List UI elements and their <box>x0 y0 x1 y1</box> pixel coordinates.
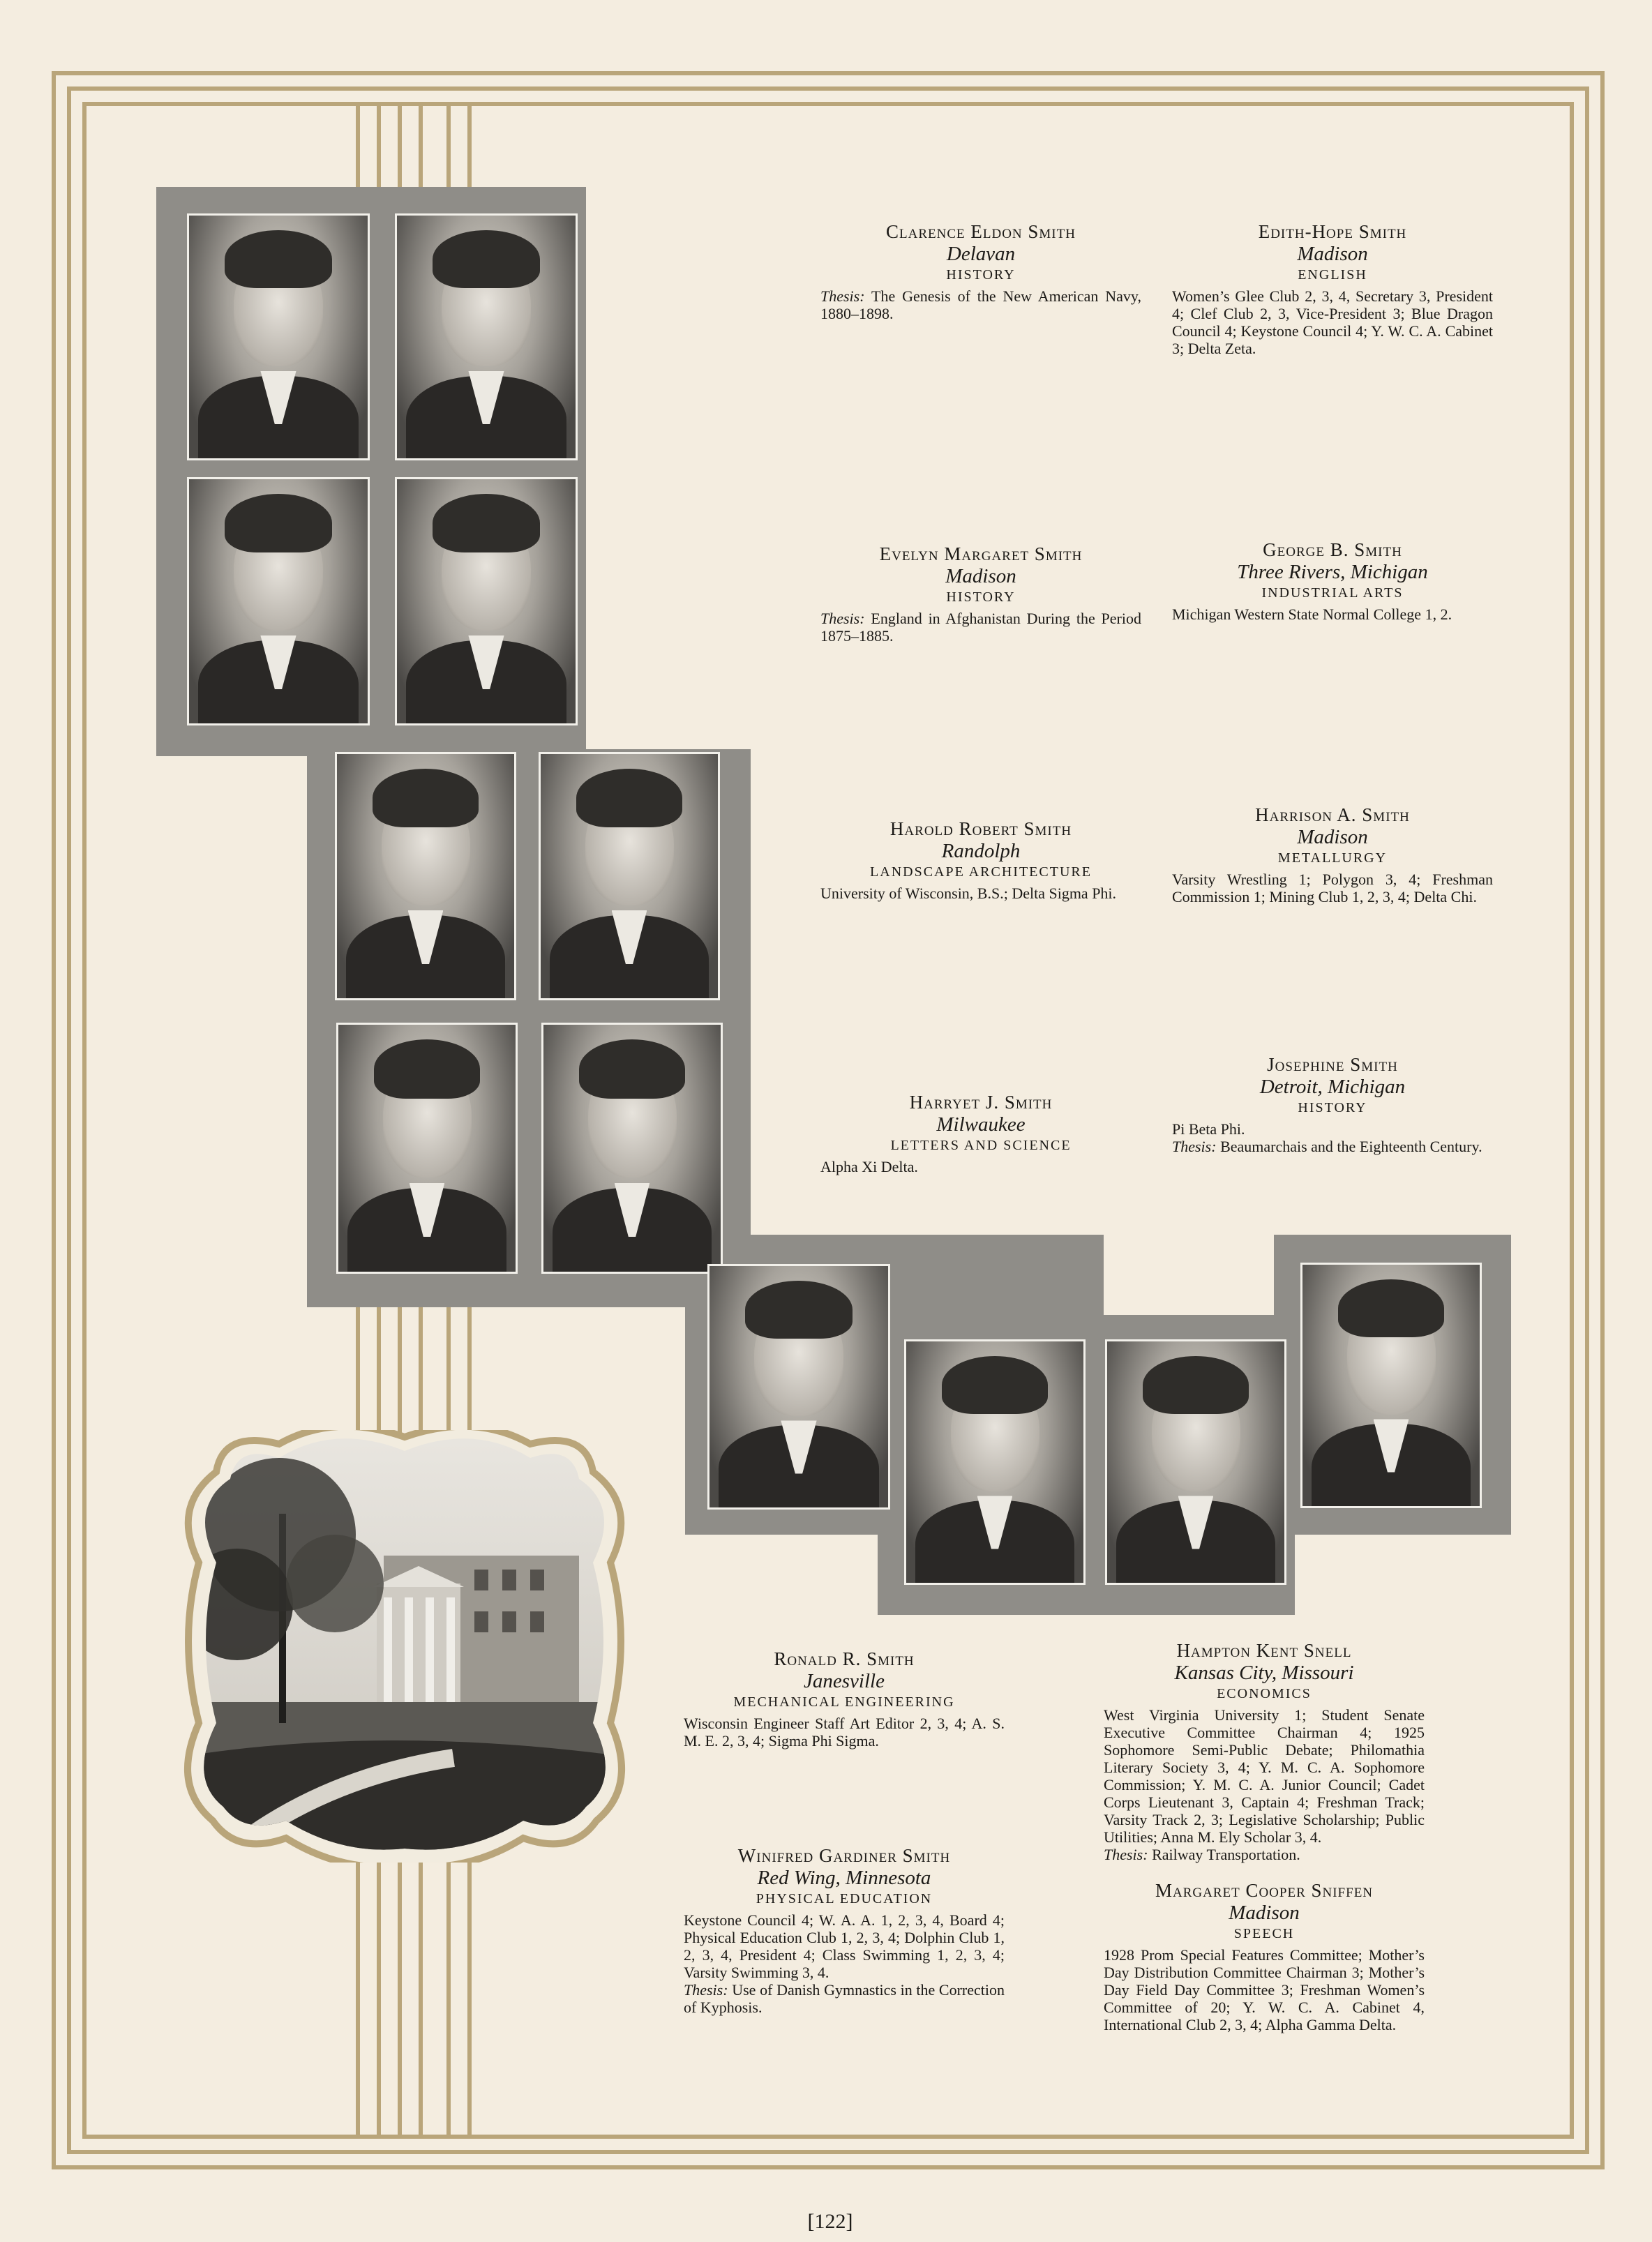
student-department: PHYSICAL EDUCATION <box>756 1891 933 1906</box>
student-name: Ronald R. Smith <box>774 1648 915 1669</box>
student-name: Clarence Eldon Smith <box>886 221 1076 242</box>
student-entry <box>684 1648 1005 1750</box>
student-hometown: Detroit, Michigan <box>1259 1076 1406 1098</box>
student-entry <box>1172 1053 1493 1155</box>
student-department: METALLURGY <box>1277 850 1388 866</box>
column-line <box>467 1849 472 2139</box>
student-thesis <box>820 610 1141 645</box>
student-activities: Michigan Western State Normal College 1, 2. <box>1172 605 1452 623</box>
student-entry <box>1172 220 1493 357</box>
student-hometown: Randolph <box>941 840 1021 862</box>
student-hometown: Madison <box>1297 826 1368 848</box>
student-activities: Keystone Council 4; W. A. A. 1, 2, 3, 4, Board 4; Physical Education Club 1, 2, 3, 4; Dolphin Club 1, 2, 3, 4, President 4; Class Swimming 1, 2, 3, 4; Varsity Swimming 3, 4. <box>684 1911 1005 1981</box>
student-hometown: Red Wing, Minnesota <box>757 1867 931 1889</box>
column-line <box>467 102 472 189</box>
student-department: SPEECH <box>1233 1926 1295 1941</box>
student-department: HISTORY <box>946 589 1016 605</box>
student-entry <box>1104 1639 1425 1863</box>
column-line <box>356 1304 360 1444</box>
portrait-photo <box>187 477 370 725</box>
student-activities: Wisconsin Engineer Staff Art Editor 2, 3, 4; A. S. M. E. 2, 3, 4; Sigma Phi Sigma. <box>684 1715 1005 1750</box>
student-hometown: Janesville <box>804 1670 885 1692</box>
student-department: HISTORY <box>946 267 1016 283</box>
student-name: Harrison A. Smith <box>1255 804 1410 825</box>
student-thesis <box>1172 1138 1493 1155</box>
thesis-label: Thesis: <box>1172 1138 1217 1155</box>
column-line <box>446 1304 451 1444</box>
column-line <box>419 1304 423 1444</box>
portrait-photo <box>1105 1339 1286 1585</box>
column-line <box>467 1304 472 1444</box>
portrait-photo <box>1300 1263 1482 1508</box>
student-entry <box>820 818 1141 902</box>
portrait-photo <box>539 752 720 1000</box>
thesis-title: England in Afghanistan During the Period 1875–1885. <box>820 610 1141 645</box>
student-hometown: Kansas City, Missouri <box>1174 1662 1354 1684</box>
student-hometown: Milwaukee <box>936 1113 1026 1136</box>
student-name: Harold Robert Smith <box>889 818 1072 839</box>
student-activities: Alpha Xi Delta. <box>820 1158 918 1175</box>
student-name: Edith-Hope Smith <box>1258 221 1407 242</box>
student-department: ENGLISH <box>1298 267 1367 283</box>
column-line <box>377 1849 381 2139</box>
portrait-photo <box>187 213 370 460</box>
student-department: MECHANICAL ENGINEERING <box>733 1694 955 1710</box>
column-line <box>398 102 402 189</box>
student-entry <box>1104 1879 1425 2033</box>
column-line <box>398 1849 402 2139</box>
campus-building-cartouche <box>174 1430 635 1863</box>
student-activities: Varsity Wrestling 1; Polygon 3, 4; Freshman Commission 1; Mining Club 1, 2, 3, 4; Delta Chi. <box>1172 871 1493 905</box>
student-hometown: Madison <box>1229 1902 1300 1924</box>
student-name: George B. Smith <box>1263 539 1402 560</box>
student-department: LETTERS AND SCIENCE <box>890 1138 1072 1153</box>
thesis-title: The Genesis of the New American Navy, 1880–1898. <box>820 287 1142 322</box>
student-hometown: Madison <box>945 565 1016 587</box>
column-line <box>446 1849 451 2139</box>
portrait-photo <box>707 1264 890 1510</box>
student-entry <box>1172 804 1493 905</box>
student-name: Margaret Cooper Sniffen <box>1155 1880 1374 1901</box>
thesis-title: Beaumarchais and the Eighteenth Century. <box>1220 1138 1482 1155</box>
thesis-label: Thesis: <box>820 287 865 305</box>
student-activities: 1928 Prom Special Features Committee; Mother’s Day Distribution Committee Chairman 3; Mother’s Day Field Day Committee 3; Freshman Women’s Committee of 20; Y. W. C. A. Cabinet 4, International Club 2, 3, 4; Alpha Gamma Delta. <box>1104 1946 1425 2033</box>
thesis-title: Use of Danish Gymnastics in the Correction of Kyphosis. <box>684 1981 1005 2016</box>
page-number: [122] <box>807 2210 853 2233</box>
student-activities: Pi Beta Phi. <box>1172 1120 1245 1138</box>
student-department: INDUSTRIAL ARTS <box>1261 585 1404 601</box>
portrait-photo <box>336 1023 518 1274</box>
portrait-photo <box>395 477 578 725</box>
student-department: LANDSCAPE ARCHITECTURE <box>870 864 1092 880</box>
portrait-photo <box>541 1023 723 1274</box>
student-thesis <box>684 1981 1005 2016</box>
student-activities: University of Wisconsin, B.S.; Delta Sigma Phi. <box>820 885 1117 902</box>
student-thesis <box>820 287 1141 322</box>
column-line <box>419 1849 423 2139</box>
student-name: Hampton Kent Snell <box>1176 1640 1352 1661</box>
student-entry <box>820 543 1141 645</box>
portrait-photo <box>904 1339 1086 1585</box>
thesis-label: Thesis: <box>684 1981 728 1999</box>
portrait-photo <box>395 213 578 460</box>
student-activities: Women’s Glee Club 2, 3, 4, Secretary 3, President 4; Clef Club 2, 3, Vice-President 3; Blue Dragon Council 4; Keystone Council 4; Y. W. C. A. Cabinet 3; Delta Zeta. <box>1172 287 1493 357</box>
student-hometown: Three Rivers, Michigan <box>1237 561 1428 583</box>
student-hometown: Delavan <box>946 243 1016 265</box>
thesis-label: Thesis: <box>820 610 865 627</box>
column-line <box>446 102 451 189</box>
student-entry <box>1172 539 1493 623</box>
column-line <box>377 102 381 189</box>
column-line <box>398 1304 402 1444</box>
student-name: Josephine Smith <box>1267 1054 1398 1075</box>
student-name: Winifred Gardiner Smith <box>737 1845 951 1866</box>
student-activities: West Virginia University 1; Student Senate Executive Committee Chairman 4; 1925 Sophomore Semi-Public Debate; Philomathia Literary Society 3, 4; Y. M. C. A. Sophomore Commission; Y. M. C. A. Junior Council; Cadet Corps Lieutenant 3, Captain 4; Freshman Track; Varsity Track 2, 3; Legislative Scholarship; Public Utilities; Anna M. Ely Scholar 3, 4. <box>1104 1706 1425 1846</box>
student-entry <box>820 220 1141 322</box>
student-hometown: Madison <box>1297 243 1368 265</box>
thesis-title: Railway Transportation. <box>1152 1846 1300 1863</box>
student-name: Harryet J. Smith <box>909 1092 1053 1113</box>
student-department: ECONOMICS <box>1217 1686 1312 1701</box>
thesis-label: Thesis: <box>1104 1846 1148 1863</box>
student-entry <box>684 1844 1005 2016</box>
column-line <box>356 102 360 189</box>
student-name: Evelyn Margaret Smith <box>879 543 1083 564</box>
student-department: HISTORY <box>1298 1100 1367 1115</box>
column-line <box>377 1304 381 1444</box>
portrait-photo <box>335 752 516 1000</box>
column-line <box>419 102 423 189</box>
student-thesis <box>1104 1846 1425 1863</box>
column-line <box>356 1849 360 2139</box>
student-entry <box>820 1091 1141 1175</box>
